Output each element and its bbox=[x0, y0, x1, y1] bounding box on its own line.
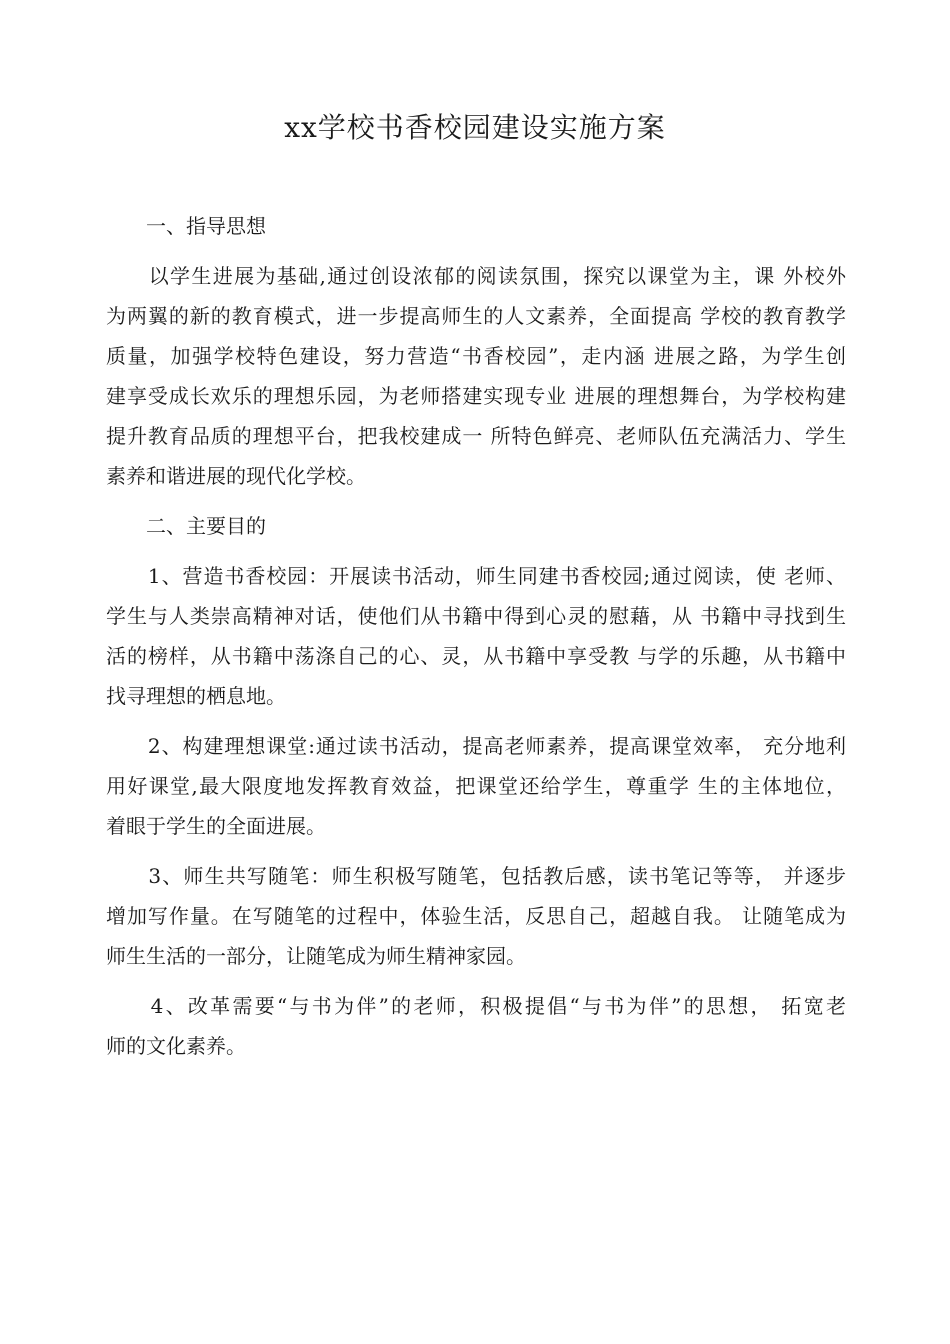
text-line: 师的文化素养。 bbox=[106, 1034, 246, 1058]
text-line: 师生生活的一部分，让随笔成为师生精神家园。 bbox=[106, 944, 526, 968]
paragraph-gap bbox=[106, 546, 846, 556]
text-line: 2、构建理想课堂:通过读书活动，提高老师素养，提高课堂效率， 充分地利 bbox=[106, 734, 846, 758]
paragraph bbox=[106, 986, 846, 1066]
paragraph bbox=[106, 256, 846, 496]
text-line: 找寻理想的栖息地。 bbox=[106, 684, 286, 708]
text-line: 活的榜样，从书籍中荡涤自己的心、灵，从书籍中享受教 与学的乐趣，从书籍中 bbox=[106, 644, 846, 668]
text-line: 一、指导思想 bbox=[106, 214, 266, 238]
text-line: 3、师生共写随笔：师生积极写随笔，包括教后感，读书笔记等等， 并逐步 bbox=[106, 864, 846, 888]
text-line: 为两翼的新的教育模式，进一步提高师生的人文素养，全面提高 学校的教育教学 bbox=[106, 304, 846, 328]
text-line: 质量，加强学校特色建设，努力营造“书香校园”，走内涵 进展之路，为学生创 bbox=[106, 344, 846, 368]
text-line: 1、营造书香校园：开展读书活动，师生同建书香校园;通过阅读，使 老师、 bbox=[106, 564, 846, 588]
paragraph-gap bbox=[106, 846, 846, 856]
text-line: 建享受成长欢乐的理想乐园，为老师搭建实现专业 进展的理想舞台，为学校构建 bbox=[106, 384, 846, 408]
paragraph-gap bbox=[106, 246, 846, 256]
text-line: 着眼于学生的全面进展。 bbox=[106, 814, 326, 838]
text-line: 以学生进展为基础,通过创设浓郁的阅读氛围，探究以课堂为主，课 外校外 bbox=[106, 264, 846, 288]
text-line: 提升教育品质的理想平台，把我校建成一 所特色鲜亮、老师队伍充满活力、学生 bbox=[106, 424, 846, 448]
paragraph-gap bbox=[106, 496, 846, 506]
document-body bbox=[106, 206, 846, 1066]
text-line: 学生与人类崇高精神对话，使他们从书籍中得到心灵的慰藉，从 书籍中寻找到生 bbox=[106, 604, 846, 628]
paragraph bbox=[106, 556, 846, 716]
paragraph bbox=[106, 726, 846, 846]
text-line: 用好课堂,最大限度地发挥教育效益，把课堂还给学生，尊重学 生的主体地位， bbox=[106, 774, 846, 798]
paragraph bbox=[106, 506, 846, 546]
paragraph-gap bbox=[106, 716, 846, 726]
paragraph-gap bbox=[106, 976, 846, 986]
text-line: 素养和谐进展的现代化学校。 bbox=[106, 464, 366, 488]
paragraph bbox=[106, 856, 846, 976]
paragraph bbox=[106, 206, 846, 246]
text-line: 二、主要目的 bbox=[106, 514, 266, 538]
text-line: 增加写作量。在写随笔的过程中，体验生活，反思自己，超越自我。 让随笔成为 bbox=[106, 904, 846, 928]
text-line: 4、改革需要“与书为伴”的老师，积极提倡“与书为伴”的思想， 拓宽老 bbox=[106, 994, 846, 1018]
page-title: xx学校书香校园建设实施方案 bbox=[284, 111, 666, 144]
